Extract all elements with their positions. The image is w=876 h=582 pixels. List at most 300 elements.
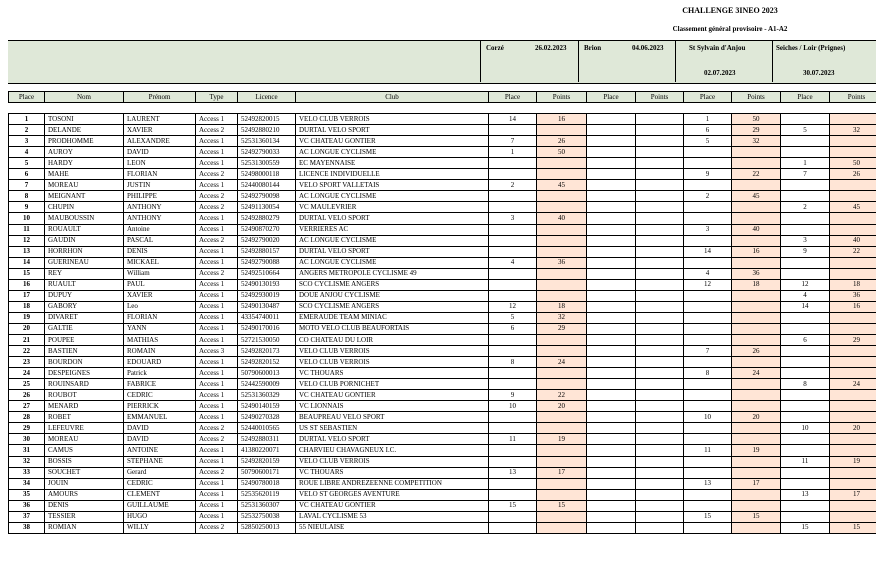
cell-type: Access 2 [196, 467, 238, 478]
cell-race3-points [732, 379, 781, 390]
cell-licence: 52498000118 [238, 169, 296, 180]
cell-place: 25 [9, 379, 45, 390]
cell-race3-points: 19 [732, 445, 781, 456]
cell-race3-points [732, 467, 781, 478]
cell-licence: 52492880157 [238, 246, 296, 257]
cell-race2-points [636, 323, 684, 334]
cell-race1-points: 17 [537, 467, 587, 478]
cell-place: 13 [9, 246, 45, 257]
cell-nom: MAHE [45, 169, 124, 180]
cell-nom: TOSONI [45, 114, 124, 125]
cell-race3-points [732, 147, 781, 158]
cell-place: 21 [9, 334, 45, 345]
cell-licence: 52535620119 [238, 489, 296, 500]
cell-race1-place [489, 158, 537, 169]
cell-race3-points: 22 [732, 169, 781, 180]
cell-race1-place: 6 [489, 323, 537, 334]
cell-race2-place [587, 434, 636, 445]
cell-place: 2 [9, 125, 45, 136]
cell-prenom: ANTHONY [124, 213, 196, 224]
cell-race1-place [489, 169, 537, 180]
table-row [9, 434, 876, 445]
cell-race2-place [587, 334, 636, 345]
cell-race1-points [537, 125, 587, 136]
cell-type: Access 1 [196, 301, 238, 312]
cell-nom: MEIGNANT [45, 191, 124, 202]
cell-prenom: EDOUARD [124, 357, 196, 368]
cell-race4-points: 29 [830, 334, 876, 345]
cell-race1-points: 15 [537, 500, 587, 511]
cell-race1-points [537, 445, 587, 456]
cell-race1-place [489, 290, 537, 301]
cell-licence: 52492880279 [238, 213, 296, 224]
race-name: St Sylvain d'Anjou [689, 44, 746, 52]
cell-type: Access 1 [196, 412, 238, 423]
cell-race2-points [636, 334, 684, 345]
cell-race1-place [489, 456, 537, 467]
cell-nom: GALTIE [45, 323, 124, 334]
cell-race1-place [489, 423, 537, 434]
cell-race3-place [684, 180, 732, 191]
cell-club: VC LIONNAIS [296, 401, 489, 412]
cell-race2-points [636, 312, 684, 323]
cell-race2-points [636, 478, 684, 489]
cell-race2-place [587, 357, 636, 368]
cell-nom: MOREAU [45, 180, 124, 191]
cell-prenom: ALEXANDRE [124, 136, 196, 147]
table-row [9, 114, 876, 125]
cell-race3-place: 4 [684, 268, 732, 279]
cell-race2-place [587, 279, 636, 290]
cell-race3-place [684, 357, 732, 368]
cell-race2-place [587, 423, 636, 434]
cell-race1-points: 19 [537, 434, 587, 445]
cell-licence: 52492880311 [238, 434, 296, 445]
cell-race2-points [636, 357, 684, 368]
cell-race1-points [537, 169, 587, 180]
cell-type: Access 1 [196, 478, 238, 489]
cell-club: MOTO VELO CLUB BEAUFORTAIS [296, 323, 489, 334]
cell-race2-place [587, 379, 636, 390]
cell-race4-place [781, 445, 830, 456]
cell-place: 12 [9, 235, 45, 246]
cell-race2-place [587, 246, 636, 257]
cell-type: Access 2 [196, 202, 238, 213]
cell-licence: 52492820173 [238, 346, 296, 357]
cell-race4-points [830, 312, 876, 323]
cell-licence: 52531360134 [238, 136, 296, 147]
cell-licence: 52492880210 [238, 125, 296, 136]
cell-race2-points [636, 147, 684, 158]
cell-race4-place: 10 [781, 423, 830, 434]
cell-club: VC CHATEAU GONTIER [296, 136, 489, 147]
cell-race2-place [587, 456, 636, 467]
race-date: 02.07.2023 [704, 69, 736, 77]
table-row [9, 257, 876, 268]
cell-licence: 52531360307 [238, 500, 296, 511]
cell-place: 22 [9, 346, 45, 357]
cell-race4-place: 3 [781, 235, 830, 246]
cell-race3-points [732, 390, 781, 401]
cell-nom: SOUCHET [45, 467, 124, 478]
cell-prenom: MICKAEL [124, 257, 196, 268]
cell-nom: HORRHON [45, 246, 124, 257]
cell-race4-points: 32 [830, 125, 876, 136]
cell-type: Access 2 [196, 235, 238, 246]
cell-nom: ROUAULT [45, 224, 124, 235]
cell-type: Access 1 [196, 334, 238, 345]
cell-race3-place [684, 147, 732, 158]
cell-prenom: ANTOINE [124, 445, 196, 456]
cell-race3-points [732, 202, 781, 213]
cell-prenom: MATHIAS [124, 334, 196, 345]
cell-race2-place [587, 290, 636, 301]
col-header-club: Club [296, 92, 489, 103]
cell-race3-points: 50 [732, 114, 781, 125]
cell-race4-place [781, 268, 830, 279]
cell-race1-place [489, 235, 537, 246]
cell-race1-place: 12 [489, 301, 537, 312]
cell-club: VELO CLUB VERROIS [296, 114, 489, 125]
cell-club: DURTAL VELO SPORT [296, 246, 489, 257]
cell-race3-points: 16 [732, 246, 781, 257]
cell-type: Access 1 [196, 401, 238, 412]
cell-race3-points: 26 [732, 346, 781, 357]
cell-race4-place [781, 323, 830, 334]
cell-race1-place: 7 [489, 136, 537, 147]
cell-club: AC LONGUE CYCLISME [296, 191, 489, 202]
col-header-race2-points: Points [636, 92, 684, 103]
cell-race2-points [636, 257, 684, 268]
cell-race1-points [537, 334, 587, 345]
cell-place: 14 [9, 257, 45, 268]
cell-race1-place [489, 191, 537, 202]
cell-licence: 41380220071 [238, 445, 296, 456]
cell-prenom: EMMANUEL [124, 412, 196, 423]
cell-type: Access 1 [196, 147, 238, 158]
cell-race2-place [587, 114, 636, 125]
cell-race1-place [489, 412, 537, 423]
cell-place: 16 [9, 279, 45, 290]
cell-race1-place: 3 [489, 213, 537, 224]
cell-race4-place [781, 467, 830, 478]
table-row [9, 357, 876, 368]
cell-race4-points [830, 346, 876, 357]
cell-race4-points [830, 500, 876, 511]
cell-licence: 52492790033 [238, 147, 296, 158]
cell-nom: DENIS [45, 500, 124, 511]
cell-race2-points [636, 522, 684, 533]
cell-prenom: DAVID [124, 434, 196, 445]
cell-race3-place [684, 467, 732, 478]
cell-race3-place [684, 500, 732, 511]
cell-race2-place [587, 169, 636, 180]
cell-place: 38 [9, 522, 45, 533]
cell-race1-points: 24 [537, 357, 587, 368]
cell-nom: GUERINEAU [45, 257, 124, 268]
cell-race4-place [781, 213, 830, 224]
cell-race3-place [684, 401, 732, 412]
cell-type: Access 1 [196, 224, 238, 235]
cell-race2-place [587, 390, 636, 401]
col-header-race4-place: Place [781, 92, 830, 103]
cell-race3-points [732, 500, 781, 511]
table-row [9, 202, 876, 213]
col-header-race3-place: Place [684, 92, 732, 103]
race-date: 26.02.2023 [535, 44, 567, 52]
cell-race1-place [489, 511, 537, 522]
cell-club: DURTAL VELO SPORT [296, 434, 489, 445]
cell-race2-points [636, 511, 684, 522]
cell-type: Access 1 [196, 279, 238, 290]
cell-race4-points [830, 511, 876, 522]
cell-race1-place: 11 [489, 434, 537, 445]
col-header-nom: Nom [45, 92, 124, 103]
cell-race2-points [636, 346, 684, 357]
cell-race4-place [781, 147, 830, 158]
cell-race2-points [636, 180, 684, 191]
cell-place: 6 [9, 169, 45, 180]
cell-prenom: PHILIPPE [124, 191, 196, 202]
cell-race2-place [587, 125, 636, 136]
cell-prenom: XAVIER [124, 125, 196, 136]
cell-race1-place [489, 246, 537, 257]
cell-race2-points [636, 467, 684, 478]
cell-race3-place [684, 235, 732, 246]
cell-race1-points [537, 268, 587, 279]
cell-prenom: Gerard [124, 467, 196, 478]
cell-club: US ST SEBASTIEN [296, 423, 489, 434]
cell-race3-points [732, 456, 781, 467]
race-header-seiches [772, 40, 876, 82]
cell-licence: 52440010565 [238, 423, 296, 434]
cell-race4-points: 16 [830, 301, 876, 312]
cell-prenom: HUGO [124, 511, 196, 522]
cell-place: 3 [9, 136, 45, 147]
cell-race2-place [587, 301, 636, 312]
col-header-race3-points: Points [732, 92, 781, 103]
cell-race1-points [537, 290, 587, 301]
race-name: Corzé [486, 44, 504, 52]
cell-race1-place [489, 202, 537, 213]
cell-licence: 52490140159 [238, 401, 296, 412]
cell-club: AC LONGUE CYCLISME [296, 257, 489, 268]
cell-club: SCO CYCLISME ANGERS [296, 279, 489, 290]
cell-race4-points: 40 [830, 235, 876, 246]
cell-club: VC CHATEAU GONTIER [296, 500, 489, 511]
col-header-place: Place [9, 92, 45, 103]
table-row [9, 235, 876, 246]
table-row [9, 136, 876, 147]
cell-type: Access 2 [196, 268, 238, 279]
cell-race1-points [537, 191, 587, 202]
cell-race2-points [636, 136, 684, 147]
cell-race1-points: 45 [537, 180, 587, 191]
cell-race1-points [537, 412, 587, 423]
cell-type: Access 2 [196, 522, 238, 533]
cell-race4-place [781, 257, 830, 268]
cell-race3-place [684, 456, 732, 467]
cell-race3-place: 8 [684, 368, 732, 379]
cell-race2-place [587, 235, 636, 246]
cell-race3-place [684, 390, 732, 401]
cell-race4-place [781, 191, 830, 202]
cell-race1-place [489, 125, 537, 136]
cell-prenom: LAURENT [124, 114, 196, 125]
table-row [9, 279, 876, 290]
cell-race2-place [587, 213, 636, 224]
cell-race2-place [587, 147, 636, 158]
cell-race2-points [636, 290, 684, 301]
table-row [9, 169, 876, 180]
table-row [9, 147, 876, 158]
cell-licence: 52491130054 [238, 202, 296, 213]
cell-place: 37 [9, 511, 45, 522]
cell-race3-place: 3 [684, 224, 732, 235]
cell-race2-place [587, 368, 636, 379]
cell-place: 31 [9, 445, 45, 456]
cell-race2-points [636, 390, 684, 401]
cell-type: Access 1 [196, 312, 238, 323]
cell-race3-place: 9 [684, 169, 732, 180]
cell-race3-points [732, 323, 781, 334]
cell-club: SCO CYCLISME ANGERS [296, 301, 489, 312]
cell-club: LICENCE INDIVIDUELLE [296, 169, 489, 180]
cell-type: Access 1 [196, 290, 238, 301]
cell-race4-points: 36 [830, 290, 876, 301]
cell-nom: REY [45, 268, 124, 279]
cell-race3-place: 15 [684, 511, 732, 522]
table-header-row [9, 92, 876, 103]
cell-licence: 52490130487 [238, 301, 296, 312]
cell-race4-place: 8 [781, 379, 830, 390]
cell-type: Access 1 [196, 511, 238, 522]
cell-licence: 52492790098 [238, 191, 296, 202]
cell-club: CO CHATEAU DU LOIR [296, 334, 489, 345]
race-header-brion [578, 40, 676, 82]
cell-club: ROUE LIBRE ANDREZEENNE COMPETITION [296, 478, 489, 489]
cell-race4-place: 5 [781, 125, 830, 136]
cell-race2-place [587, 412, 636, 423]
cell-race2-points [636, 489, 684, 500]
table-row [9, 456, 876, 467]
cell-race3-points: 40 [732, 224, 781, 235]
cell-place: 7 [9, 180, 45, 191]
cell-race4-place [781, 401, 830, 412]
cell-race3-points [732, 357, 781, 368]
cell-race1-points [537, 423, 587, 434]
cell-race3-points [732, 423, 781, 434]
cell-race1-points: 20 [537, 401, 587, 412]
table-row [9, 423, 876, 434]
cell-race2-points [636, 368, 684, 379]
cell-race3-place [684, 301, 732, 312]
cell-place: 29 [9, 423, 45, 434]
cell-race4-points [830, 401, 876, 412]
cell-club: AC LONGUE CYCLISME [296, 147, 489, 158]
cell-club: VELO CLUB VERROIS [296, 346, 489, 357]
cell-club: VELO ST GEORGES AVENTURE [296, 489, 489, 500]
cell-race2-points [636, 412, 684, 423]
cell-type: Access 1 [196, 368, 238, 379]
cell-race4-points [830, 213, 876, 224]
table-row [9, 401, 876, 412]
cell-race3-place [684, 334, 732, 345]
cell-race1-points [537, 379, 587, 390]
table-row [9, 346, 876, 357]
table-row [9, 323, 876, 334]
cell-place: 9 [9, 202, 45, 213]
cell-club: LAVAL CYCLISME 53 [296, 511, 489, 522]
cell-race2-place [587, 224, 636, 235]
cell-race4-points: 24 [830, 379, 876, 390]
cell-race2-points [636, 202, 684, 213]
cell-place: 23 [9, 357, 45, 368]
cell-race1-points [537, 235, 587, 246]
cell-race1-points: 40 [537, 213, 587, 224]
cell-race3-points: 45 [732, 191, 781, 202]
cell-nom: RUAULT [45, 279, 124, 290]
cell-race4-place [781, 390, 830, 401]
cell-race2-points [636, 169, 684, 180]
cell-prenom: CEDRIC [124, 478, 196, 489]
cell-race4-place [781, 500, 830, 511]
cell-race4-points [830, 434, 876, 445]
cell-place: 32 [9, 456, 45, 467]
cell-race1-place: 9 [489, 390, 537, 401]
cell-club: VELO CLUB VERROIS [296, 357, 489, 368]
cell-race1-place [489, 279, 537, 290]
cell-prenom: CEDRIC [124, 390, 196, 401]
cell-licence: 52531300559 [238, 158, 296, 169]
cell-race2-points [636, 434, 684, 445]
cell-race1-points [537, 478, 587, 489]
cell-place: 1 [9, 114, 45, 125]
cell-race4-points: 26 [830, 169, 876, 180]
cell-race2-points [636, 456, 684, 467]
cell-race2-points [636, 191, 684, 202]
cell-race2-place [587, 202, 636, 213]
cell-race1-place [489, 368, 537, 379]
cell-race1-place [489, 478, 537, 489]
cell-prenom: STEPHANE [124, 456, 196, 467]
cell-race1-place [489, 489, 537, 500]
cell-place: 10 [9, 213, 45, 224]
cell-race3-place [684, 434, 732, 445]
table-row [9, 312, 876, 323]
table-row [9, 522, 876, 533]
cell-race1-points [537, 224, 587, 235]
cell-type: Access 2 [196, 423, 238, 434]
cell-race2-place [587, 180, 636, 191]
cell-licence: 50790600013 [238, 368, 296, 379]
cell-race3-place: 7 [684, 346, 732, 357]
cell-race3-place [684, 489, 732, 500]
cell-nom: LEFEUVRE [45, 423, 124, 434]
cell-club: VELO CLUB PORNICHET [296, 379, 489, 390]
table-row [9, 334, 876, 345]
cell-club: VC THOUARS [296, 467, 489, 478]
cell-race1-place: 13 [489, 467, 537, 478]
cell-race4-points [830, 357, 876, 368]
cell-race4-place: 9 [781, 246, 830, 257]
cell-licence: 52492790088 [238, 257, 296, 268]
cell-place: 19 [9, 312, 45, 323]
cell-licence: 52492820015 [238, 114, 296, 125]
cell-race2-place [587, 489, 636, 500]
race-name: Brion [584, 44, 602, 52]
cell-race3-place [684, 257, 732, 268]
